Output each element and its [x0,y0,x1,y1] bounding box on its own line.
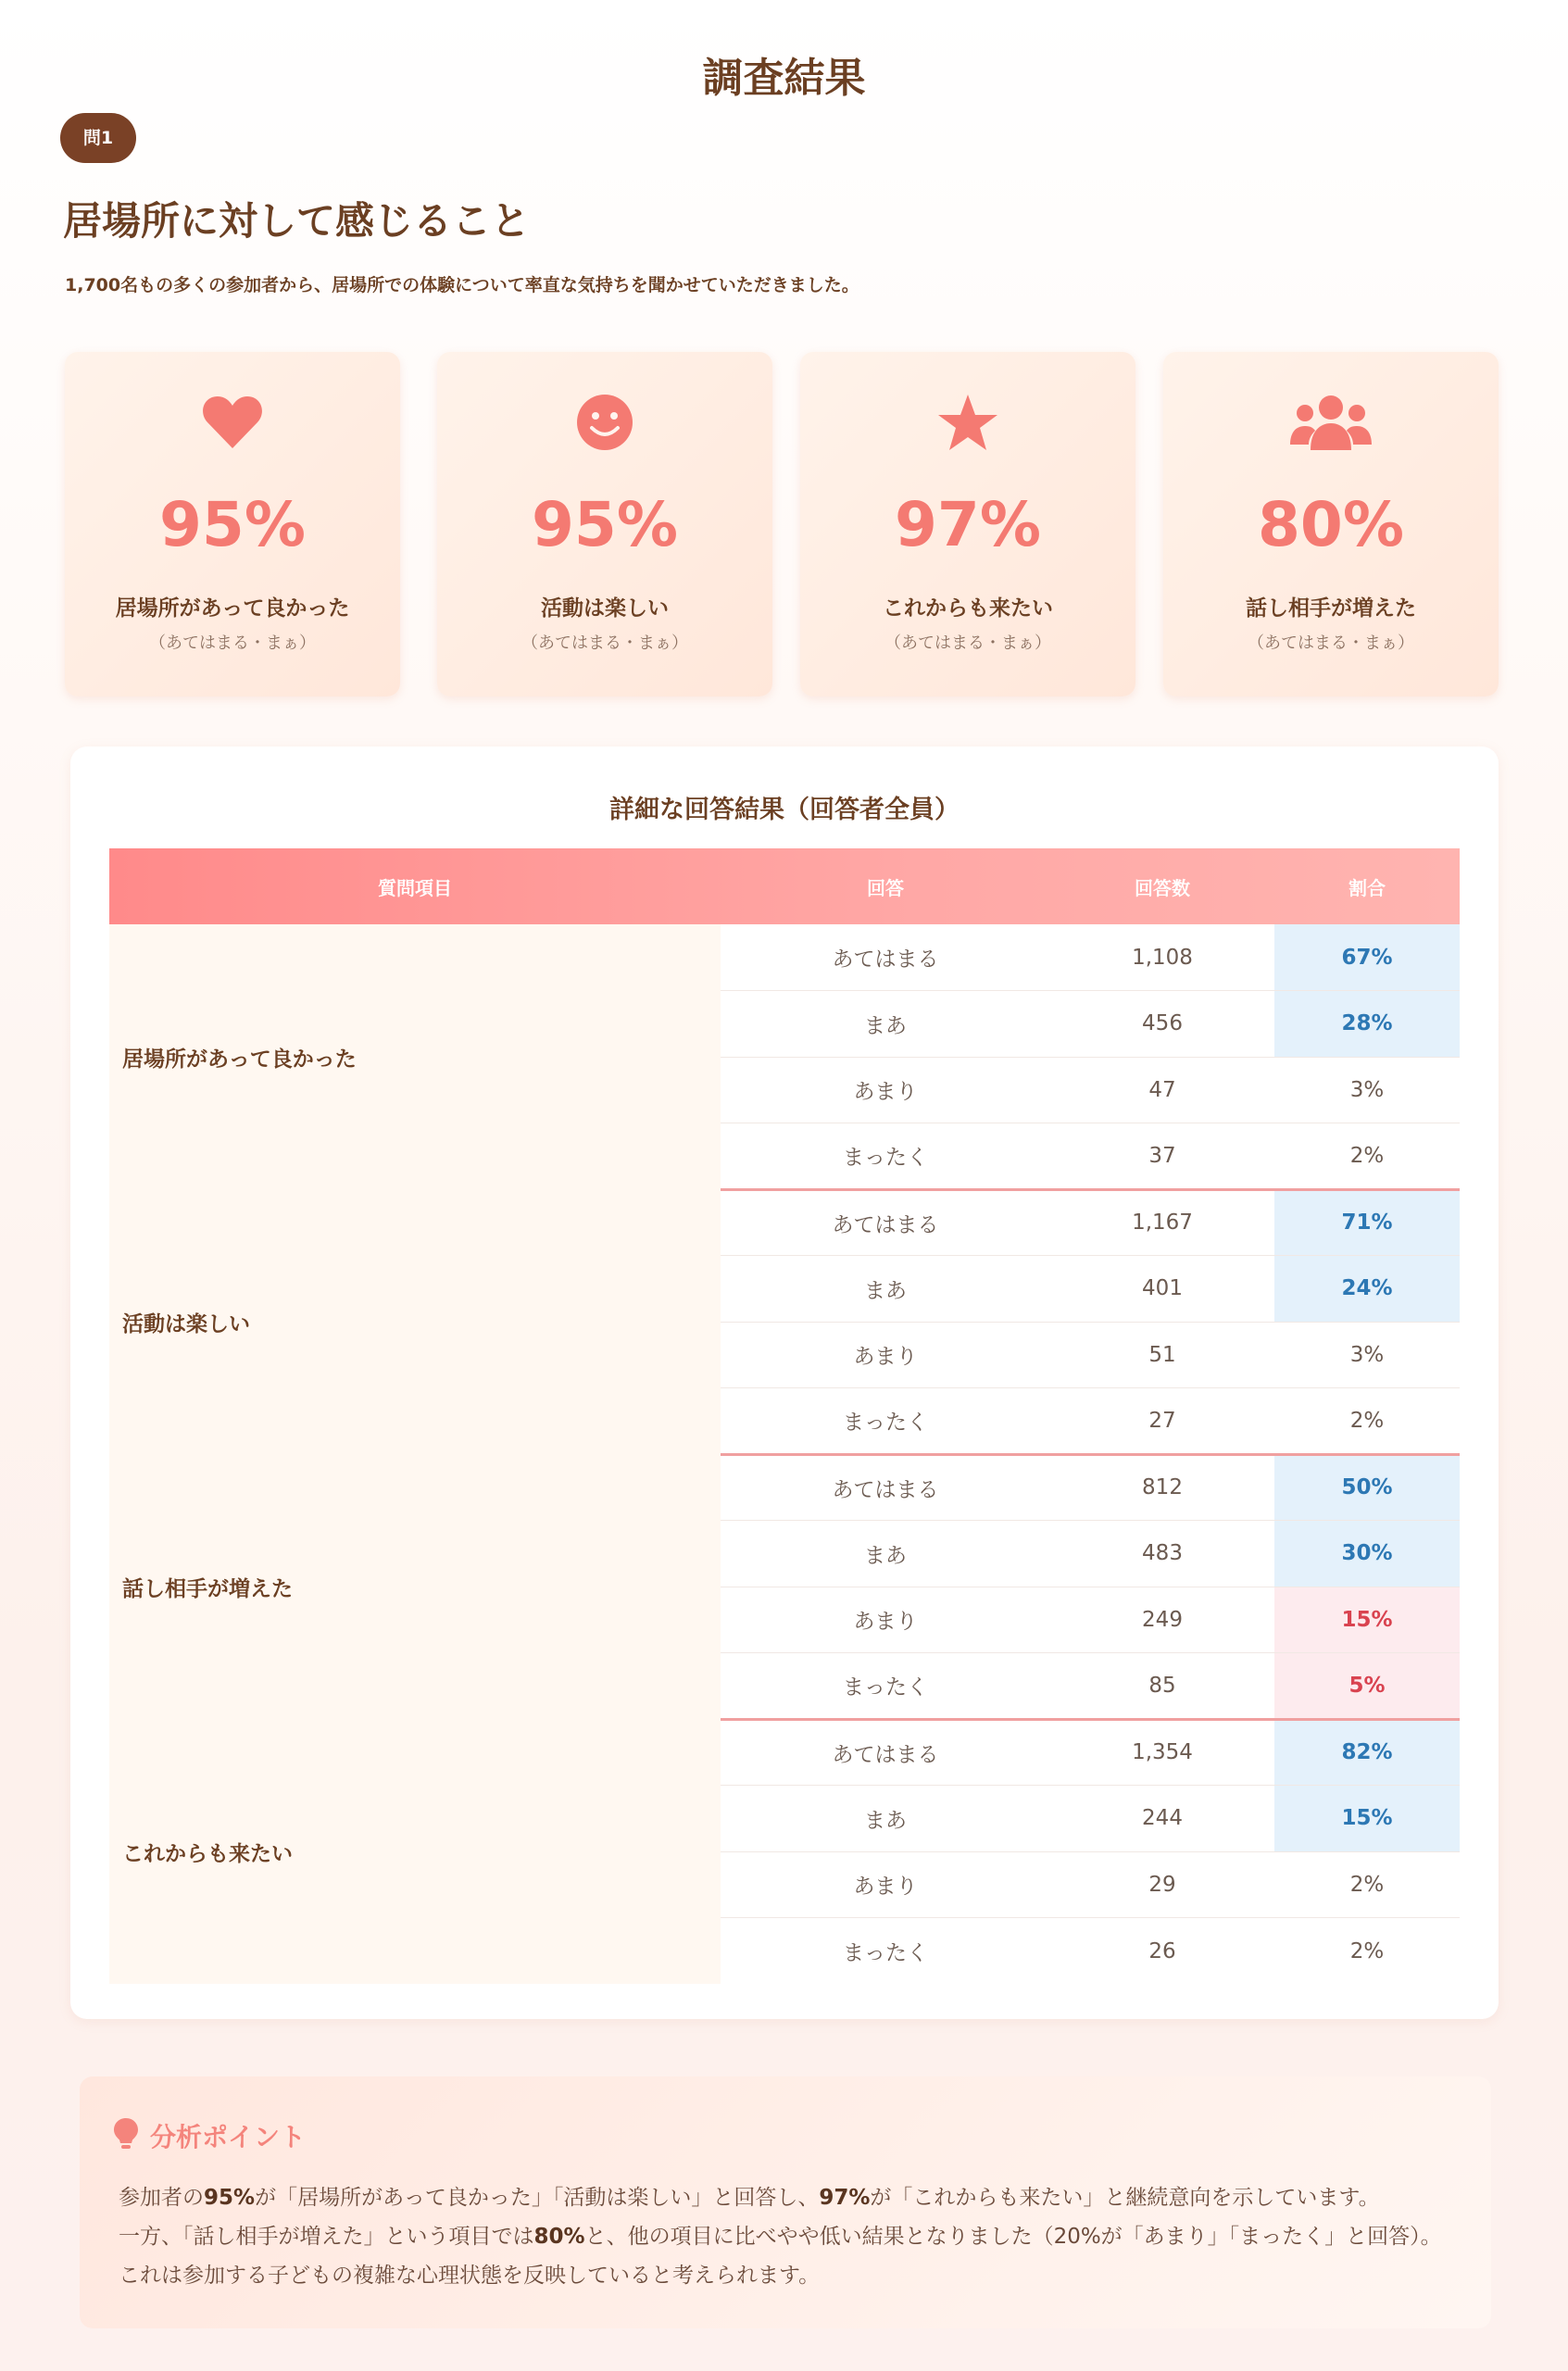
count-cell: 26 [1148,1938,1176,1963]
percent-cell: 2% [1274,1123,1460,1190]
percent-cell: 3% [1274,1057,1460,1123]
answer-cell: まあ [721,991,1050,1058]
stat-value: 97% [895,489,1041,560]
percent-cell: 3% [1274,1322,1460,1388]
count-cell: 47 [1050,1057,1274,1123]
count-cell: 244 [1050,1786,1274,1852]
count-cell: 483 [1050,1521,1274,1587]
results-table-card [70,746,1499,2019]
count-cell: 85 [1050,1653,1274,1720]
percent-cell: 82% [1274,1719,1460,1786]
percent-cell: 2% [1274,1388,1460,1455]
star-icon [800,385,1135,459]
count-cell: 51 [1050,1322,1274,1388]
answer-cell: まったく [721,1123,1050,1190]
stat-sub: （あてはまる・まぁ） [1248,634,1414,653]
question-cell: これからも来たい [109,1719,721,1984]
analysis-line-2: 一方、「話し相手が増えた」という項目では80%と、他の項目に比べやや低い結果となりました（20%が「あまり」「まったく」と回答）。 [119,2225,1442,2249]
stat-label: 活動は楽しい [541,596,669,621]
answer-cell: まあ [721,1256,1050,1323]
question-cell: 話し相手が増えた [109,1454,721,1719]
analysis-title: 分析ポイント [150,2122,307,2152]
question-cell: 居場所があって良かった [109,924,721,1189]
table-row [109,1454,1460,1521]
percent-cell: 5% [1274,1653,1460,1720]
table-row [109,924,1460,991]
header-count: 回答数 [1135,876,1190,899]
table-header-row [109,848,1460,924]
stat-card [437,352,772,696]
lightbulb-icon [113,2117,139,2154]
count-cell: 456 [1050,991,1274,1058]
percent-cell: 2% [1349,1938,1385,1963]
count-cell: 29 [1050,1851,1274,1918]
stat-sub: （あてはまる・まぁ） [149,634,316,653]
stat-label: 居場所があって良かった [115,596,350,621]
stat-value: 95% [532,489,678,560]
stat-value: 95% [159,489,306,560]
answer-cell: まあ [721,1521,1050,1587]
answer-cell: あてはまる [721,924,1050,991]
percent-cell: 15% [1274,1587,1460,1653]
count-cell: 27 [1050,1388,1274,1455]
count-cell: 1,167 [1050,1189,1274,1256]
answer-cell: まったく [843,1941,928,1965]
smile-icon [437,385,772,459]
percent-cell: 67% [1274,924,1460,991]
answer-cell: まあ [721,1786,1050,1852]
header-percent: 割合 [1348,876,1386,899]
table-row [109,1719,1460,1786]
answer-cell: あまり [721,1057,1050,1123]
stat-value: 80% [1258,489,1404,560]
count-cell: 812 [1050,1454,1274,1521]
header-answer: 回答 [867,876,904,899]
count-cell: 1,354 [1050,1719,1274,1786]
stat-card [800,352,1135,696]
table-row [109,1189,1460,1256]
question-cell: 活動は楽しい [109,1189,721,1454]
percent-cell: 71% [1274,1189,1460,1256]
percent-cell: 28% [1274,991,1460,1058]
answer-cell: まったく [721,1653,1050,1720]
percent-cell: 15% [1274,1786,1460,1852]
count-cell: 37 [1050,1123,1274,1190]
answer-cell: まったく [721,1388,1050,1455]
question-badge: 問1 [60,113,136,163]
section-title: 居場所に対して感じること [63,198,531,244]
stat-sub: （あてはまる・まぁ） [521,634,688,653]
analysis-line-3: これは参加する子どもの複雑な心理状態を反映していると考えられます。 [119,2264,821,2288]
stat-label: 話し相手が増えた [1246,596,1416,621]
answer-cell: あてはまる [721,1189,1050,1256]
count-cell: 1,108 [1050,924,1274,991]
stat-card [65,352,400,696]
page-title: 調査結果 [702,55,866,102]
analysis-header [113,2117,306,2154]
lead-text: 1,700名もの多くの参加者から、居場所での体験について率直な気持ちを聞かせていただきました。 [65,275,859,295]
answer-cell: あてはまる [721,1719,1050,1786]
analysis-box [80,2076,1491,2328]
answer-cell: あまり [721,1587,1050,1653]
stat-card [1163,352,1499,696]
percent-cell: 50% [1274,1454,1460,1521]
header-question: 質問項目 [378,876,452,899]
answer-cell: あてはまる [721,1454,1050,1521]
heart-icon [65,385,400,459]
results-table [109,848,1460,1984]
answer-cell: あまり [721,1851,1050,1918]
stat-cards [0,352,1568,696]
percent-cell: 24% [1274,1256,1460,1323]
percent-cell: 30% [1274,1521,1460,1587]
analysis-line-1: 参加者の95%が「居場所があって良かった」「活動は楽しい」と回答し、97%が「これからも来たい」と継続意向を示しています。 [119,2186,1380,2210]
count-cell: 401 [1050,1256,1274,1323]
count-cell: 249 [1050,1587,1274,1653]
table-title: 詳細な回答結果（回答者全員） [609,796,960,824]
stat-sub: （あてはまる・まぁ） [884,634,1051,653]
users-icon [1163,385,1499,459]
percent-cell: 2% [1274,1851,1460,1918]
answer-cell: あまり [721,1322,1050,1388]
stat-label: これからも来たい [883,596,1053,621]
